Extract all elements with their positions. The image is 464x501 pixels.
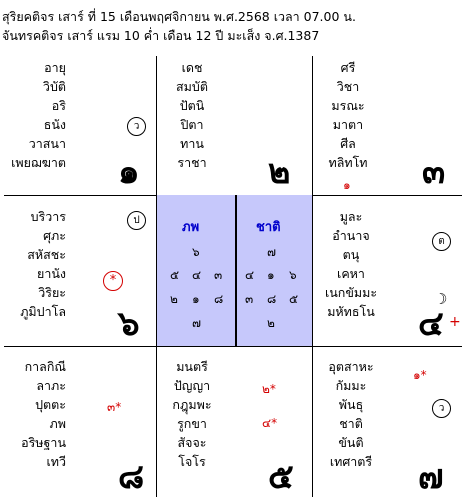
center-left-title: ภพ xyxy=(182,220,200,235)
center-right-number: ๓ xyxy=(245,292,254,306)
center-left-number: ๔ xyxy=(192,268,202,282)
house-8-words: กาลกิณี ลาภะ ปุตตะ ภพ อริษฐาน เทวี xyxy=(21,359,66,469)
house-7-marker: ว xyxy=(432,399,451,418)
house-6-words: บริวาร ศุภะ สหัสชะ ยานัง วิริยะ ภูมิปาโล xyxy=(20,209,66,319)
house-7-number: ๗ xyxy=(418,457,444,497)
center-right-number: ๔ xyxy=(245,268,255,282)
center-left-number: ๖ xyxy=(192,245,200,259)
center-right-number: ๘ xyxy=(267,292,277,306)
house-6-red-circle: * xyxy=(103,271,123,291)
house-7-red-mark: ๑* xyxy=(413,368,427,382)
house-4-plus: + xyxy=(449,314,461,330)
center-left-number: ๘ xyxy=(214,292,224,306)
grid-line xyxy=(4,346,462,347)
center-right-number: ๒ xyxy=(267,316,275,330)
house-4-marker: ต xyxy=(432,232,451,251)
house-4-number: ๔ xyxy=(418,304,444,344)
header-lunar-date: จันทรคติจร เสาร์ แรม 10 ค่ำ เดือน 12 ปี มะเส็ง จ.ศ.1387 xyxy=(2,28,320,43)
center-right-number: ๑ xyxy=(267,268,275,282)
center-divider xyxy=(235,195,237,346)
house-5-number: ๕ xyxy=(268,457,294,497)
house-7-words: อุตสาหะ กัมมะ พันธุ ชาติ ขันติ เทศาตรี xyxy=(328,359,374,469)
moon-icon: ☽ xyxy=(434,290,448,308)
center-right-number: ๗ xyxy=(267,245,277,259)
house-2-words: เดช สมบัติ ปัตนิ ปิตา ทาน ราชา xyxy=(176,60,208,170)
house-3-words: ศรี วิชา มรณะ มาตา ศีล ทลิทโท xyxy=(328,60,368,170)
center-left-number: ๓ xyxy=(214,268,223,282)
house-2-number: ๒ xyxy=(268,152,291,192)
house-5-words: มนตรี ปัญญา กฎุมพะ รูกขา สัจจะ โจโร xyxy=(172,359,212,469)
center-left-number: ๑ xyxy=(192,292,200,306)
house-4-words: มูละ อำนาจ ตนุ เคหา เนกขัมมะ มหัทธโน xyxy=(324,209,378,319)
house-1-words: อายุ วิบัติ อริ ธนัง วาสนา เพยฌฆาต xyxy=(11,60,66,170)
center-left-number: ๕ xyxy=(170,268,180,282)
house-6-marker: ป xyxy=(127,211,146,230)
house-3-number: ๓ xyxy=(422,152,446,192)
center-right-number: ๖ xyxy=(289,268,297,282)
house-1-marker: ว xyxy=(127,117,146,136)
header-solar-date: สุริยคติจร เสาร์ ที่ 15 เดือนพฤศจิกายน พ.ศ.2568 เวลา 07.00 น. xyxy=(2,9,356,24)
house-5-red-mark-2: ๔* xyxy=(262,416,278,430)
house-5-red-mark-1: ๒* xyxy=(262,382,276,396)
house-8-number: ๘ xyxy=(118,457,145,497)
center-left-number: ๒ xyxy=(170,292,178,306)
house-3-red-mark: ๑ xyxy=(343,178,351,192)
house-1-number: ๑ xyxy=(118,152,140,192)
center-right-number: ๕ xyxy=(289,292,299,306)
center-left-number: ๗ xyxy=(192,316,202,330)
center-right-title: ชาติ xyxy=(256,220,281,235)
house-6-number: ๖ xyxy=(118,304,140,344)
house-8-red-mark: ๓* xyxy=(107,400,122,414)
